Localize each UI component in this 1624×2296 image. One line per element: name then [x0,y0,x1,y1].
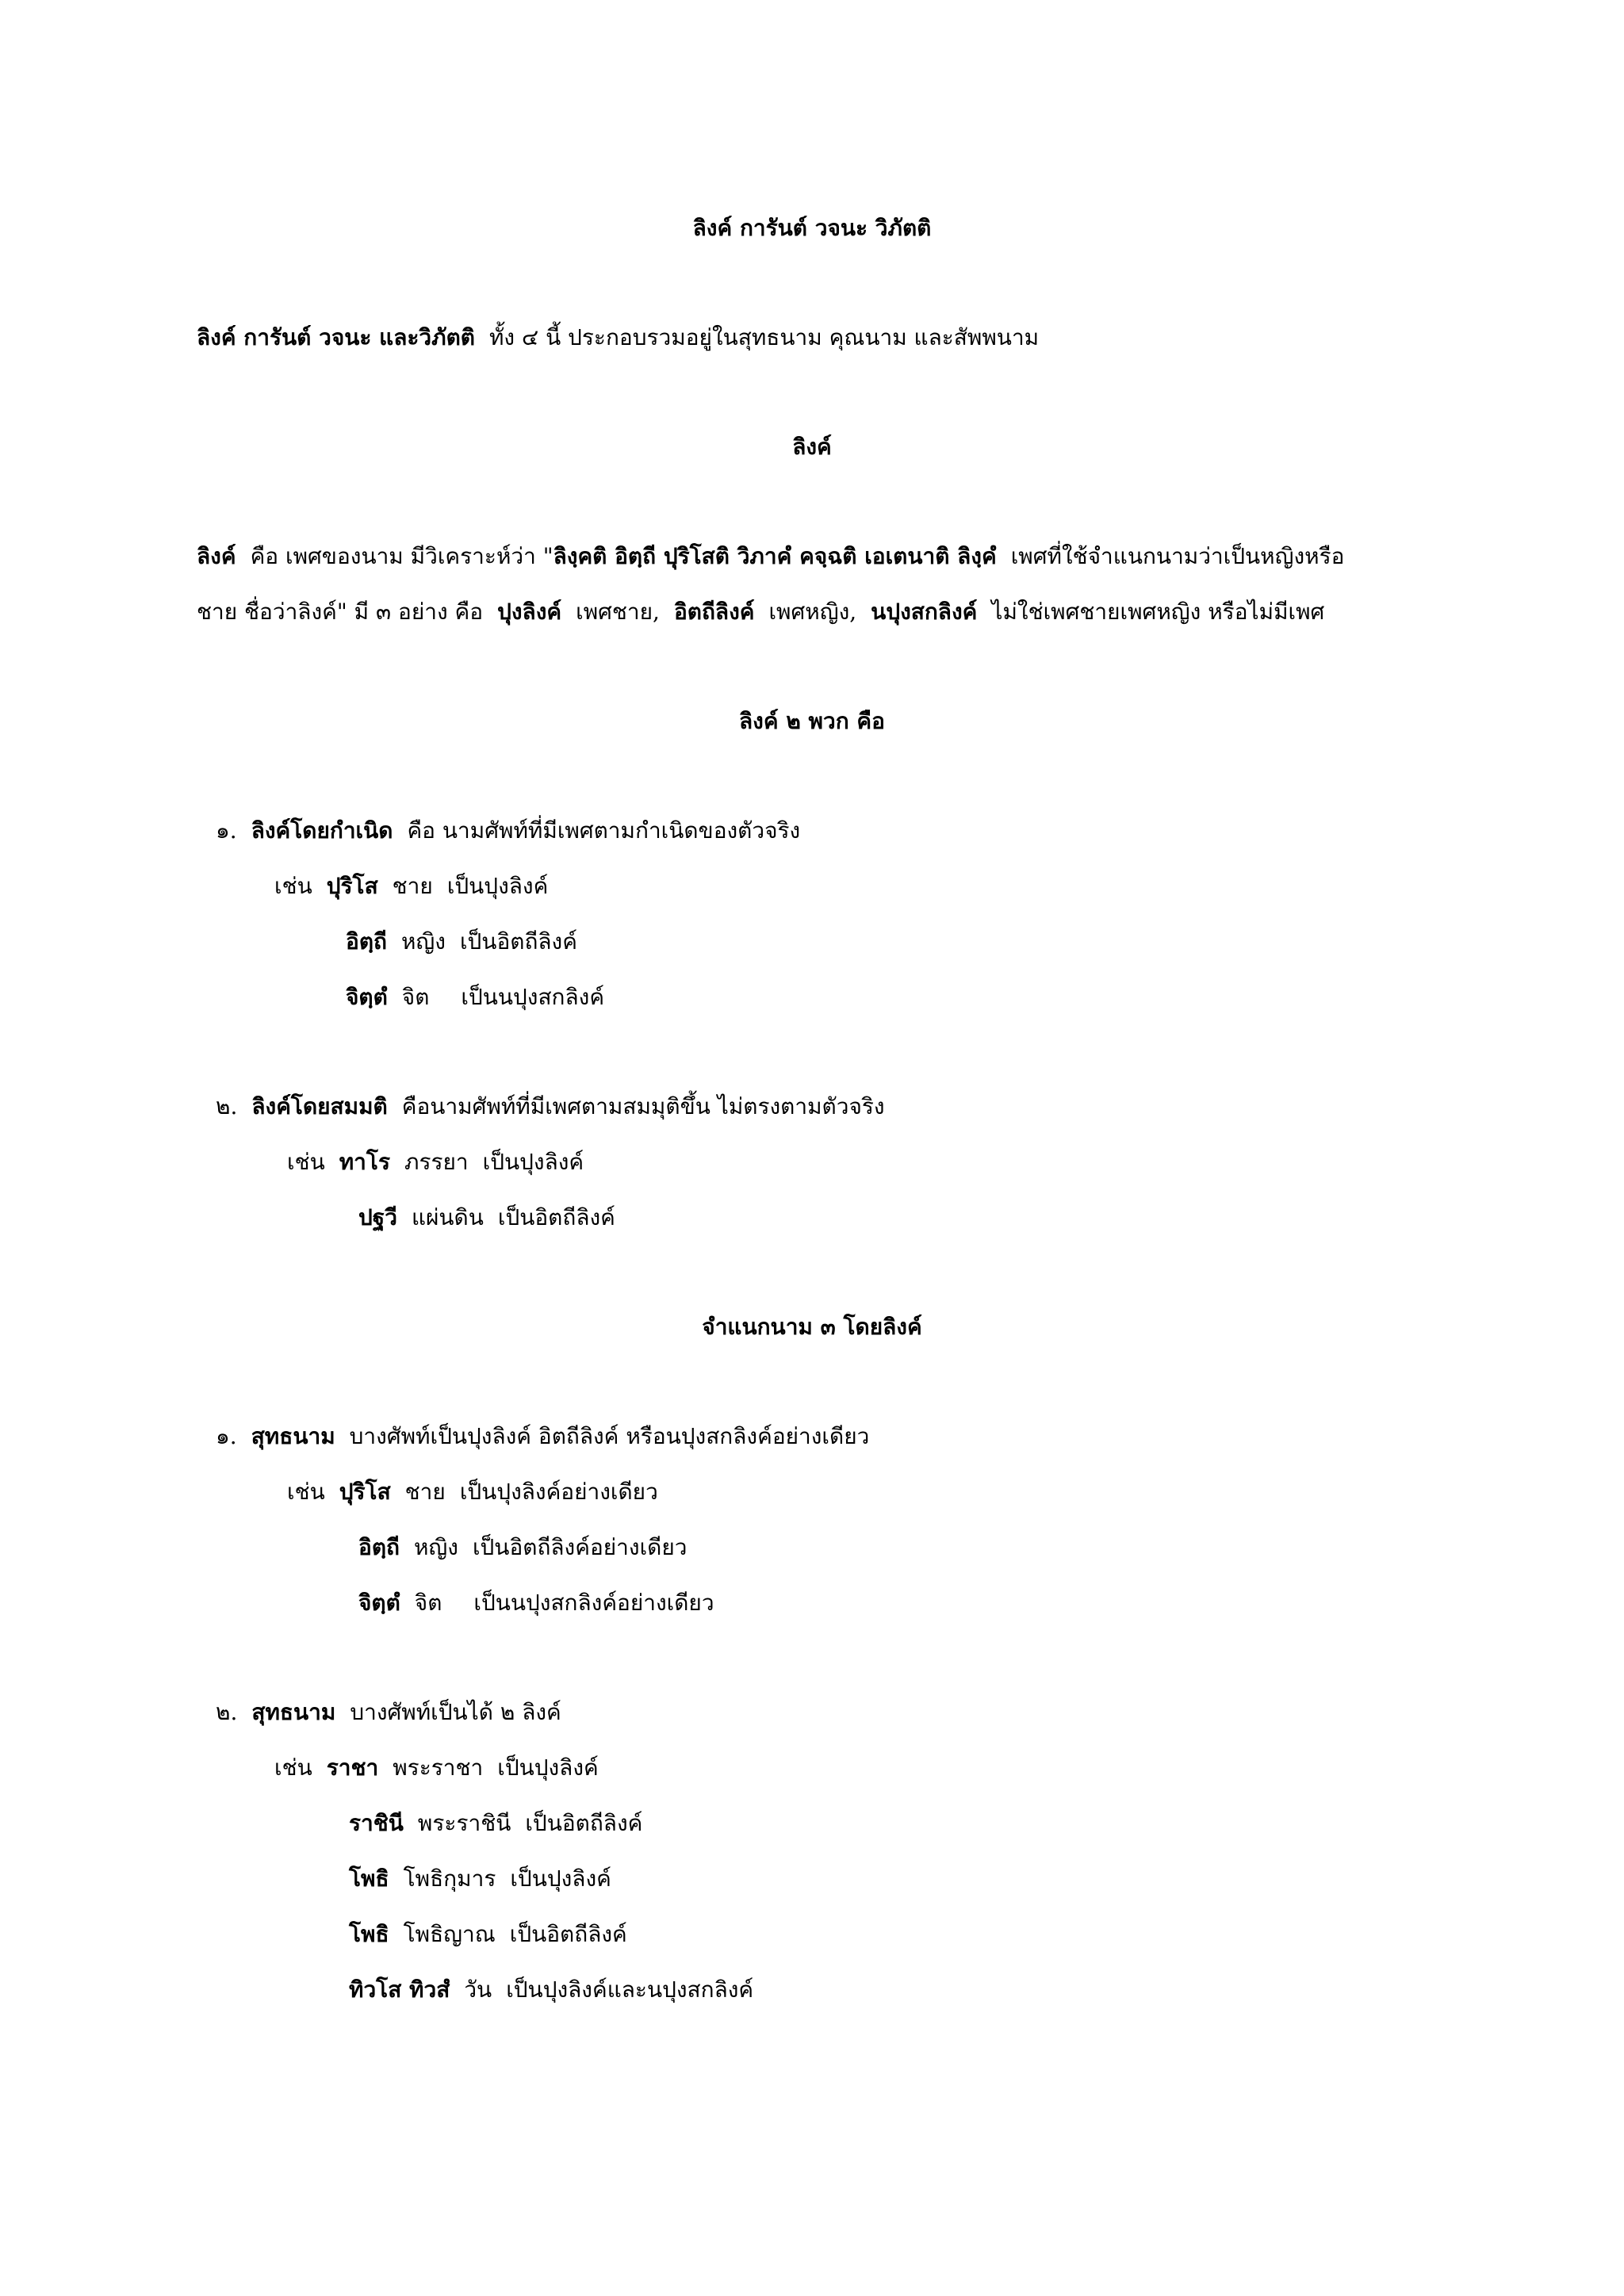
intro-text: ทั้ง ๔ นี้ ประกอบรวมอยู่ในสุทธนาม คุณนาม และสัพพนาม [488,324,1040,350]
example-row: ปฐวี แผ่นดิน เป็นอิตถีลิงค์ [358,1204,615,1230]
example-row: ราชินี พระราชินี เป็นอิตถีลิงค์ [349,1810,643,1836]
list-item: ๒. ลิงค์โดยสมมติ คือนามศัพท์ที่มีเพศตามสมมุติขึ้น ไม่ตรงตามตัวจริง [216,1093,885,1119]
section-heading-three-categories: จำแนกนาม ๓ โดยลิงค์ [702,1314,922,1340]
list-item: ๑. ลิงค์โดยกำเนิด คือ นามศัพท์ที่มีเพศตามกำเนิดของตัวจริง [216,817,801,844]
list-item: ๒. สุทธนาม บางศัพท์เป็นได้ ๒ ลิงค์ [216,1699,561,1725]
list-item: ๑. สุทธนาม บางศัพท์เป็นปุงลิงค์ อิตถีลิงค์ หรือนปุงสกลิงค์อย่างเดียว [216,1423,870,1449]
example-row: จิตฺตํ จิต เป็นนปุงสกลิงค์อย่างเดียว [358,1590,714,1616]
example-row: เช่น ปุริโส ชาย เป็นปุงลิงค์อย่างเดียว [287,1479,658,1505]
example-row: อิตฺถี หญิง เป็นอิตถีลิงค์อย่างเดียว [358,1534,688,1560]
example-row: เช่น ทาโร ภรรยา เป็นปุงลิงค์ [287,1149,584,1175]
example-row: โพธิ โพธิกุมาร เป็นปุงลิงค์ [349,1866,611,1892]
section-heading-two-kinds: ลิงค์ ๒ พวก คือ [739,708,885,734]
example-row: เช่น ปุริโส ชาย เป็นปุงลิงค์ [274,873,549,899]
section-heading-linga: ลิงค์ [792,434,832,460]
example-row: เช่น ราชา พระราชา เป็นปุงลิงค์ [274,1755,599,1781]
example-row: โพธิ โพธิญาณ เป็นอิตถีลิงค์ [349,1921,627,1947]
example-row: ทิวโส ทิวสํ วัน เป็นปุงลิงค์และนปุงสกลิงค์ [349,1976,754,2003]
linga-paragraph-line-1: ลิงค์ คือ เพศของนาม มีวิเคราะห์ว่า "ลิงฺคติ อิตฺถี ปุริโสติ วิภาคํ คจฺฉติ เอเตนาติ ลิงฺคํ เพศที่ใช้จำแนกนามว่าเป็นหญิงหรือ [197,543,1345,569]
intro-bold: ลิงค์ การันต์ วจนะ และวิภัตติ [197,324,475,350]
example-row: จิตฺตํ จิต เป็นนปุงสกลิงค์ [346,984,605,1010]
linga-paragraph-line-2: ชาย ชื่อว่าลิงค์" มี ๓ อย่าง คือ ปุงลิงค์ เพศชาย, อิตถีลิงค์ เพศหญิง, นปุงสกลิงค์ ไม่ใช่เพศชายเพศหญิง หรือไม่มีเพศ [197,599,1325,625]
intro-paragraph [197,322,1039,354]
example-row: อิตฺถี หญิง เป็นอิตถีลิงค์ [346,928,577,955]
page-title: ลิงค์ การันต์ วจนะ วิภัตติ [692,215,932,241]
